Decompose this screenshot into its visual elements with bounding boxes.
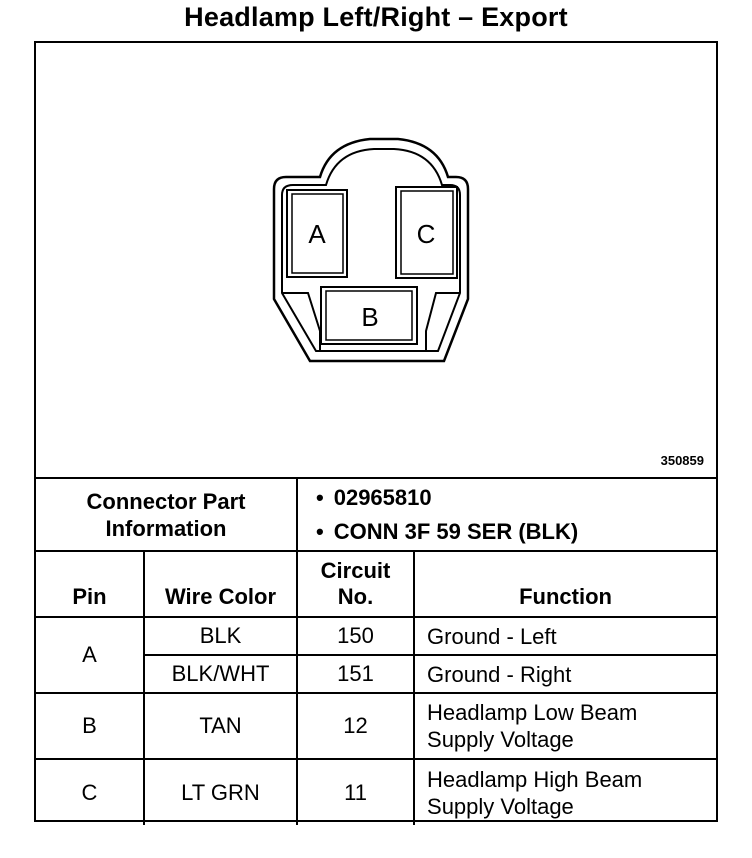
function-line-1: Headlamp High Beam	[427, 766, 643, 792]
wire-color-cell: TAN	[144, 693, 297, 759]
circuit-cell: 151	[297, 655, 414, 693]
function-line-1: Headlamp Low Beam	[427, 700, 638, 725]
table-row	[36, 759, 716, 825]
wire-color-cell: BLK	[144, 617, 297, 655]
connector-frame	[34, 41, 718, 822]
cavity-label-c: C	[416, 219, 436, 249]
pin-cell: B	[36, 693, 144, 759]
connector-notch-right	[426, 293, 460, 351]
circuit-cell: 12	[297, 693, 414, 759]
circuit-cell: 11	[297, 759, 414, 825]
header-pin: Pin	[36, 551, 144, 617]
function-line-2: Supply Voltage	[427, 793, 574, 819]
figure-number: 350859	[660, 453, 704, 468]
table-row	[36, 693, 716, 759]
pin-cell: C	[36, 759, 144, 825]
function-line-2: Supply Voltage	[427, 727, 574, 752]
header-wire-color: Wire Color	[144, 551, 297, 617]
part-info-items	[297, 478, 716, 551]
cavity-label-b: B	[361, 302, 379, 332]
connector-diagram	[36, 43, 716, 477]
header-function: Function	[414, 551, 716, 617]
part-info-label: Connector Part Information	[36, 478, 297, 551]
cavity-label-a: A	[308, 219, 326, 249]
pinout-table	[36, 477, 716, 825]
function-cell	[414, 759, 716, 825]
part-info-row	[36, 478, 716, 551]
page-title: Headlamp Left/Right – Export	[184, 2, 568, 32]
pin-cell: A	[36, 617, 144, 693]
wire-color-cell: LT GRN	[144, 759, 297, 825]
header-row	[36, 551, 716, 617]
connector-face-drawing	[36, 43, 716, 477]
function-cell	[414, 693, 716, 759]
function-cell: Ground - Right	[414, 655, 716, 693]
function-cell: Ground - Left	[414, 617, 716, 655]
circuit-cell: 150	[297, 617, 414, 655]
part-description: • CONN 3F 59 SER (BLK)	[338, 515, 716, 549]
header-circuit: Circuit No.	[297, 551, 414, 617]
wire-color-cell: BLK/WHT	[144, 655, 297, 693]
part-number: • 02965810	[338, 481, 716, 515]
table-row	[36, 617, 716, 655]
